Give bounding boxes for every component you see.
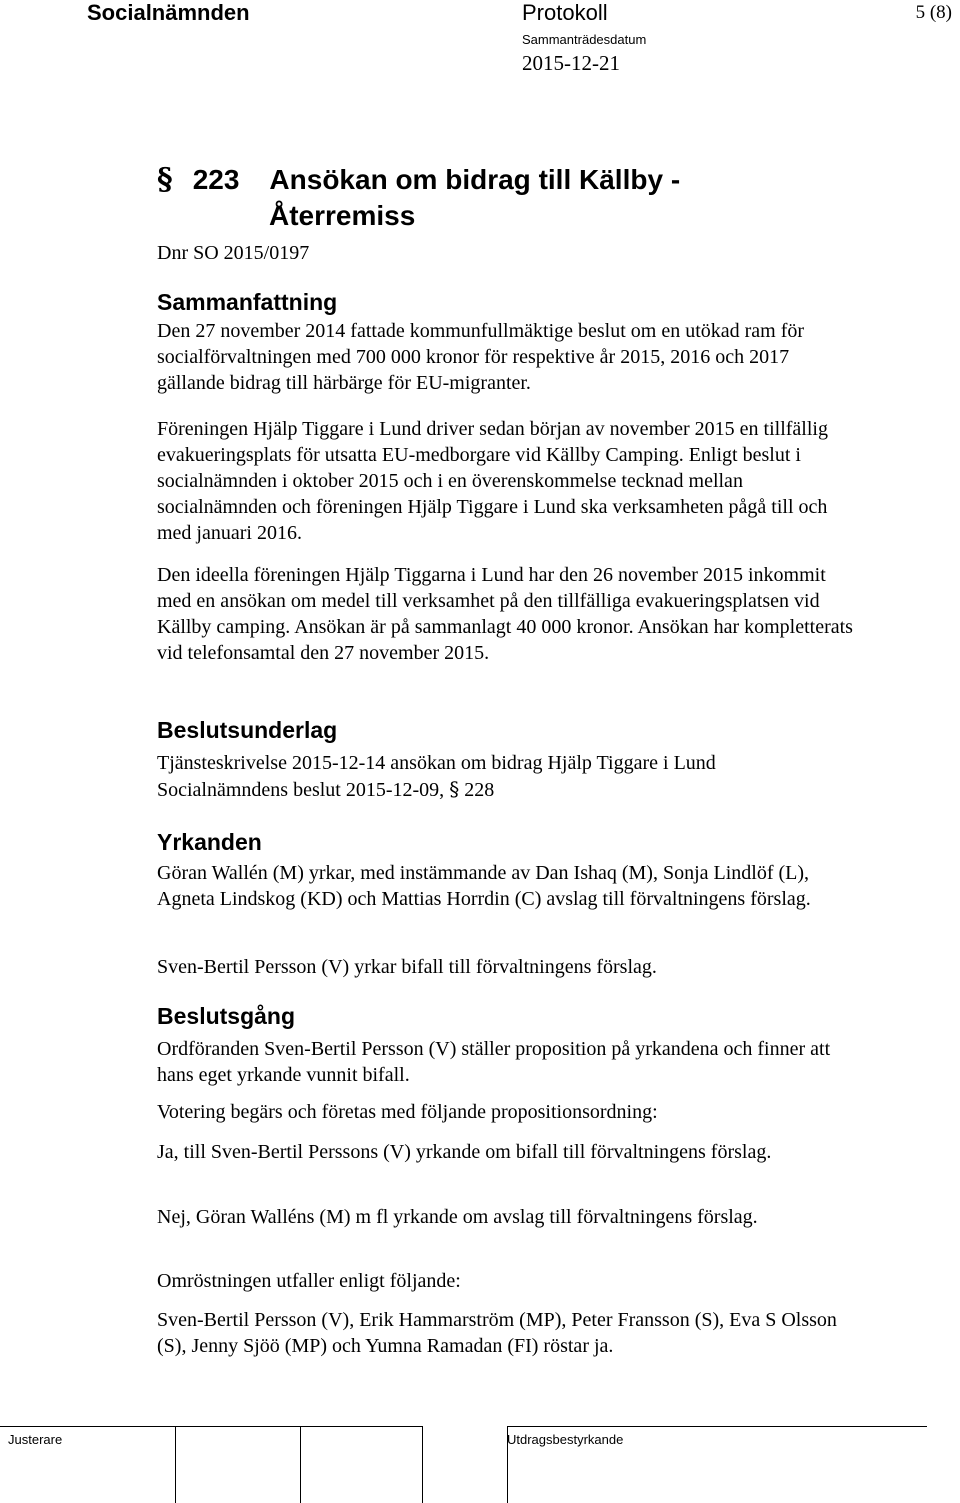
- meeting-date: 2015-12-21: [522, 51, 620, 75]
- heading-sammanfattning: Sammanfattning: [157, 289, 338, 315]
- case-dnr: Dnr SO 2015/0197: [157, 242, 310, 264]
- page-number: 5 (8): [915, 2, 952, 23]
- footer-divider: [300, 1426, 301, 1503]
- yrkanden-body-2: [157, 954, 857, 980]
- beslutsgang-paragraph-3: Ja, till Sven-Bertil Perssons (V) yrkande om bifall till förvaltningens förslag.: [157, 1141, 772, 1163]
- beslutsgang-body-5: [157, 1268, 857, 1294]
- sammanfattning-body-2: [157, 416, 857, 546]
- yrkanden-paragraph-1: Göran Wallén (M) yrkar, med instämmande av Dan Ishaq (M), Sonja Lindlöf (L), Agneta Lindskog (KD) och Mattias Horrdin (C) avslag till förvaltningens förslag.: [157, 862, 811, 910]
- beslutsgang-paragraph-5: Omröstningen utfaller enligt följande:: [157, 1270, 461, 1292]
- heading-beslutsunderlag: Beslutsunderlag: [157, 717, 338, 743]
- beslutsgang-paragraph-1: Ordföranden Sven-Bertil Persson (V) ställer proposition på yrkandena och finner att hans eget yrkande vunnit bifall.: [157, 1038, 831, 1086]
- meeting-date-label: Sammanträdesdatum: [522, 32, 647, 47]
- sammanfattning-paragraph-3: Den ideella föreningen Hjälp Tiggarna i Lund har den 26 november 2015 inkommit med en ansökan om medel till verksamhet på den tillfälliga evakueringsplatsen vid Källby camping. Ansökan är på sammanlagt 40 000 kronor. Ansökan har kompletterats vid telefonsamtal den 27 november 2015.: [157, 564, 853, 664]
- page-header: [0, 0, 960, 90]
- beslutsgang-paragraph-6: Sven-Bertil Persson (V), Erik Hammarström (MP), Peter Fransson (S), Eva S Olsson (S), Jenny Sjöö (MP) och Yumna Ramadan (FI) röstar ja.: [157, 1309, 837, 1357]
- footer-divider: [422, 1426, 423, 1503]
- case-title-line2: Återremiss: [269, 200, 416, 231]
- footer-label-justerare: Justerare: [8, 1432, 63, 1447]
- footer-rule-right: [507, 1426, 927, 1427]
- beslutsunderlag-line-1: Tjänsteskrivelse 2015-12-14 ansökan om bidrag Hjälp Tiggare i Lund: [157, 752, 716, 774]
- case-number: 223: [192, 164, 240, 195]
- document-type: Protokoll: [522, 0, 608, 25]
- beslutsgang-body-2: [157, 1099, 857, 1125]
- beslutsunderlag-line-2-text: Socialnämndens beslut 2015-12-09,: [157, 779, 445, 801]
- heading-beslutsgang: Beslutsgång: [157, 1003, 296, 1029]
- beslutsunderlag-paragraph-number: 228: [464, 779, 495, 801]
- yrkanden-body: [157, 860, 857, 912]
- sammanfattning-body-3: [157, 562, 857, 666]
- beslutsgang-paragraph-2: Votering begärs och företas med följande propositionsordning:: [157, 1101, 658, 1123]
- beslutsgang-paragraph-4: Nej, Göran Walléns (M) m fl yrkande om avslag till förvaltningens förslag.: [157, 1206, 758, 1228]
- case-title-line1: Ansökan om bidrag till Källby -: [269, 164, 681, 195]
- heading-yrkanden: Yrkanden: [157, 829, 262, 855]
- beslutsgang-body-4: [157, 1204, 857, 1230]
- footer-divider: [175, 1426, 176, 1503]
- sammanfattning-paragraph-1: Den 27 november 2014 fattade kommunfullmäktige beslut om en utökad ram för socialförvaltningen med 700 000 kronor för respektive år 2015, 2016 och 2017 gällande bidrag till härbärge för EU-migranter.: [157, 320, 805, 394]
- yrkanden-paragraph-2: Sven-Bertil Persson (V) yrkar bifall till förvaltningens förslag.: [157, 956, 657, 978]
- beslutsgang-body-6: [157, 1307, 857, 1359]
- paragraph-sign-icon: §: [157, 162, 173, 197]
- page-footer: [0, 1422, 960, 1503]
- footer-rule-left: [0, 1426, 422, 1427]
- beslutsunderlag-body: [157, 750, 857, 803]
- beslutsgang-body-3: [157, 1139, 857, 1165]
- paragraph-sign-icon: §: [449, 777, 460, 801]
- case-title: [157, 162, 857, 234]
- footer-label-utdragsbestyrkande: Utdragsbestyrkande: [507, 1432, 624, 1447]
- sammanfattning-body: [157, 318, 857, 396]
- beslutsgang-body-1: [157, 1036, 857, 1088]
- organization-name: Socialnämnden: [87, 0, 250, 25]
- footer-divider: [507, 1426, 508, 1503]
- sammanfattning-paragraph-2: Föreningen Hjälp Tiggare i Lund driver sedan början av november 2015 en tillfällig evakueringsplats för utsatta EU-medborgare vid Källby Camping. Enligt beslut i socialnämnden i oktober 2015 och i en överenskommelse tecknad mellan socialnämnden och föreningen Hjälp Tiggare i Lund ska verksamheten pågå till och med januari 2016.: [157, 418, 828, 544]
- beslutsunderlag-line-2: [157, 776, 857, 803]
